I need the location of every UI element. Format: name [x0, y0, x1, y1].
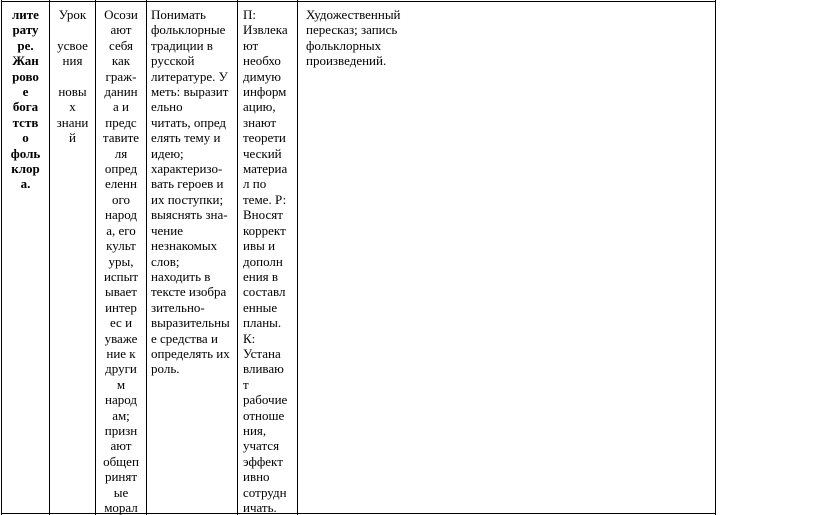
cell-activities: Художественный пересказ; запись фольклорных произведений.	[306, 7, 401, 69]
column-divider-2	[95, 0, 96, 515]
cell-meta-subject-results: П: Извлека ют необхо димую информ ацию, знают теорети ческий материа л по теме. Р: Вносят коррект ивы и дополн ения в составл енные планы. К: Устана вливаю т рабочие отноше ния, учатся эффект ивно сотрудн ичать.	[243, 7, 288, 515]
cell-personal-results: Осози ают себя как граж- данин а и предс тавите ля опред еленн ого народ а, его культ уры, испыт ывает интер ес и уваже ние к други м народ ам; призн ают общеп ринят ые морал	[102, 7, 140, 515]
cell-lesson-type: Урок усвое ния новы х знани й	[56, 7, 89, 146]
table-border-left	[1, 0, 2, 515]
cell-subject-results: Понимать фольклорные традиции в русской литературе. У меть: выразит ельно читать, опред елять тему и идею; характеризо- вать героев и их поступки; выяснять зна- чение незнакомых слов; находить в тексте изобра зительно- выразительны е средства и определять их роль.	[151, 7, 230, 377]
table-border-right	[715, 0, 716, 515]
table-border-top	[1, 1, 716, 2]
column-divider-5	[297, 0, 298, 515]
column-divider-1	[49, 0, 50, 515]
column-divider-4	[237, 0, 238, 515]
column-divider-3	[146, 0, 147, 515]
cell-topic: лите рату ре. Жан рово е бога тств о фоль клор а.	[10, 7, 41, 192]
